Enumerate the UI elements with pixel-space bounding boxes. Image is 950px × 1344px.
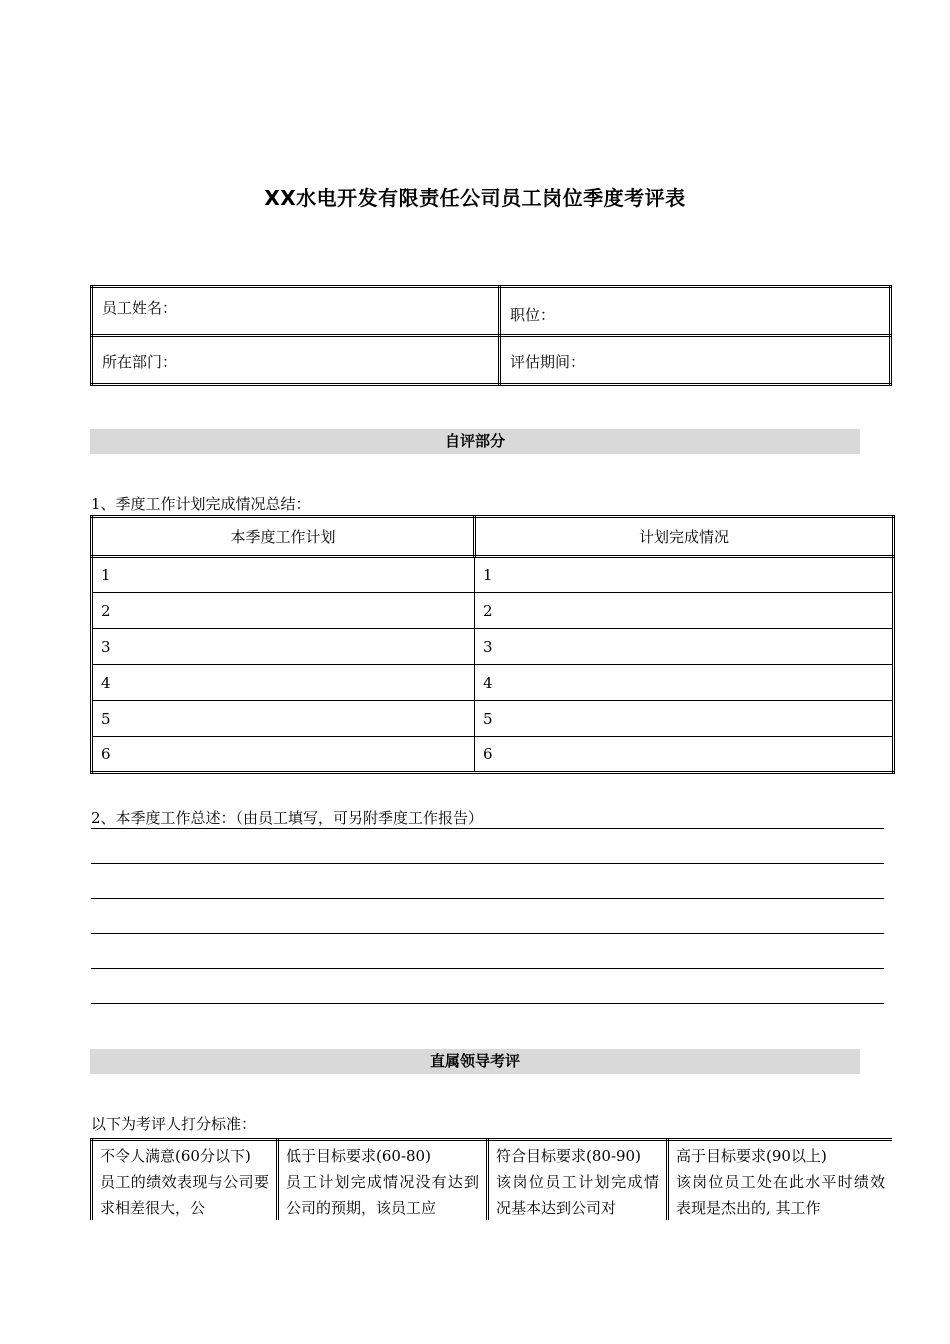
table-row (92, 593, 894, 629)
criteria-unsatisfactory (92, 1140, 278, 1221)
col-header-status: 计划完成情况 (475, 517, 894, 557)
table-row (92, 701, 894, 737)
criteria-title: 低于目标要求(60-80) (286, 1147, 431, 1165)
criteria-desc: 员工计划完成情况没有达到公司的预期，该员工应 (286, 1173, 479, 1217)
status-cell[interactable]: 6 (475, 737, 894, 773)
criteria-title: 不令人满意(60分以下) (100, 1147, 251, 1165)
criteria-below-target (278, 1140, 488, 1221)
status-cell[interactable]: 1 (475, 557, 894, 593)
employee-name-field[interactable] (92, 287, 500, 336)
criteria-desc: 该岗位员工计划完成情况基本达到公司对 (496, 1173, 659, 1217)
employee-name-label: 员工姓名： (102, 299, 178, 317)
criteria-meets-target (488, 1140, 668, 1221)
criteria-title: 高于目标要求(90以上) (676, 1147, 827, 1165)
work-plan-table (90, 515, 895, 774)
plan-cell[interactable]: 4 (92, 665, 475, 701)
writing-line[interactable] (91, 968, 884, 969)
table-row (92, 665, 894, 701)
plan-cell[interactable]: 2 (92, 593, 475, 629)
writing-line[interactable] (91, 828, 884, 829)
status-cell[interactable]: 4 (475, 665, 894, 701)
leader-evaluation-header: 直属领导考评 (90, 1049, 860, 1074)
self-evaluation-header: 自评部分 (90, 429, 860, 454)
work-plan-summary-label: 1、季度工作计划完成情况总结： (91, 495, 311, 513)
writing-line[interactable] (91, 1003, 884, 1004)
position-label: 职位： (510, 306, 556, 324)
criteria-desc: 该岗位员工处在此水平时绩效表现是杰出的, 其工作 (676, 1173, 885, 1217)
writing-line[interactable] (91, 863, 884, 864)
department-label: 所在部门： (102, 353, 178, 371)
employee-info-table (90, 285, 892, 383)
evaluation-period-label: 评估期间： (510, 353, 586, 371)
scoring-criteria-table (90, 1138, 892, 1220)
plan-cell[interactable]: 1 (92, 557, 475, 593)
criteria-intro: 以下为考评人打分标准： (91, 1115, 257, 1133)
writing-line[interactable] (91, 898, 884, 899)
writing-line[interactable] (91, 933, 884, 934)
evaluation-period-field[interactable] (500, 336, 891, 385)
plan-cell[interactable]: 6 (92, 737, 475, 773)
col-header-plan: 本季度工作计划 (92, 517, 475, 557)
page-title: XX水电开发有限责任公司员工岗位季度考评表 (264, 186, 686, 210)
position-field[interactable] (500, 287, 891, 336)
status-cell[interactable]: 5 (475, 701, 894, 737)
plan-cell[interactable]: 3 (92, 629, 475, 665)
table-row (92, 737, 894, 773)
table-row (92, 557, 894, 593)
criteria-title: 符合目标要求(80-90) (496, 1147, 641, 1165)
criteria-above-target (668, 1140, 893, 1221)
work-summary-label: 2、本季度工作总述：（由员工填写，可另附季度工作报告） (91, 809, 484, 827)
plan-cell[interactable]: 5 (92, 701, 475, 737)
department-field[interactable] (92, 336, 500, 385)
criteria-desc: 员工的绩效表现与公司要求相差很大，公 (100, 1173, 269, 1217)
status-cell[interactable]: 3 (475, 629, 894, 665)
status-cell[interactable]: 2 (475, 593, 894, 629)
table-row (92, 629, 894, 665)
